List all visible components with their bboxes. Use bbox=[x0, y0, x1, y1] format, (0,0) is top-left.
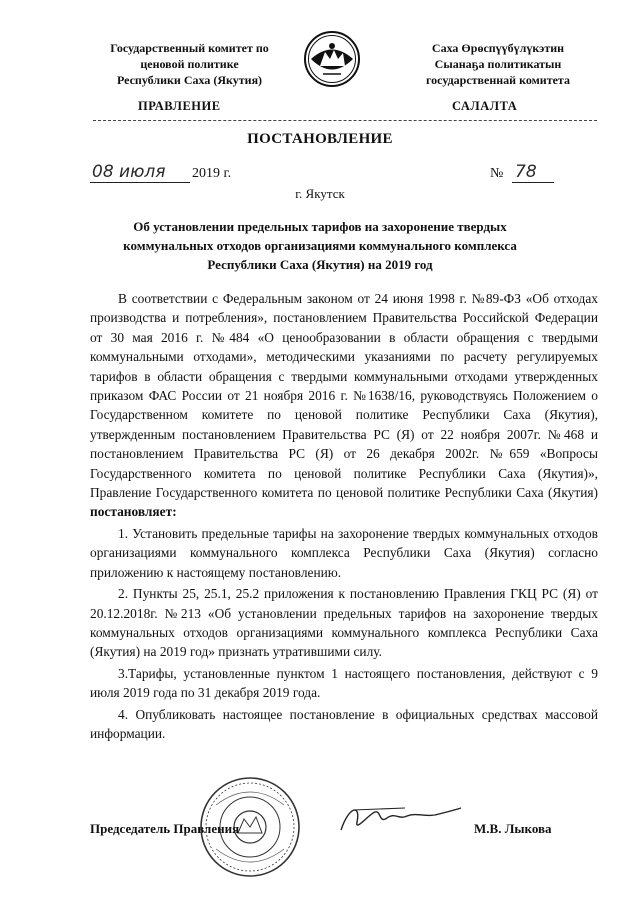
issuer-line: Республики Саха (Якутия) bbox=[116, 73, 263, 87]
header-divider bbox=[93, 120, 597, 121]
document-title: ПОСТАНОВЛЕНИЕ bbox=[247, 131, 393, 147]
issuer-line: государственнай комитета bbox=[426, 73, 570, 87]
city: г. Якутск bbox=[295, 186, 345, 201]
issuer-line: Сыанаҕа политикатын bbox=[434, 57, 562, 71]
board-label-yakut: САЛАЛТА bbox=[452, 99, 518, 113]
issuer-name-yakut bbox=[398, 40, 598, 88]
handwritten-date: 08 июля bbox=[92, 162, 166, 182]
handwritten-signature-icon bbox=[335, 800, 465, 840]
resolution-item: 4. Опубликовать настоящее постановление в официальных средствах массовой информации. bbox=[90, 706, 598, 741]
number-underline bbox=[512, 182, 554, 183]
resolution-item: 3.Тарифы, установленные пунктом 1 настоящего постановления, действуют с 9 июля 2019 года по 31 декабря 2019 года. bbox=[90, 665, 598, 701]
intro-paragraph bbox=[90, 289, 598, 522]
signer-title: Председатель Правления bbox=[90, 821, 240, 836]
handwritten-number: 78 bbox=[515, 162, 537, 182]
issuer-line: Саха Өрөспүүбүлүкэтин bbox=[431, 41, 565, 55]
signer-name: М.В. Лыкова bbox=[474, 821, 552, 836]
resolves-keyword: постановляет: bbox=[90, 504, 177, 520]
intro-text: В соответствии с Федеральным законом от 24 июня 1998 г. №89-ФЗ «Об отходах производства и потребления», постановлением Правительства Российской Федерации от 30 мая 2016 г. №484 «О ценообразовании в области обращения с твердыми коммунальными отходами», методическими указаниями по расчету регулируемых тарифов в области обращения с твердыми коммунальными отходами утвержденных приказом ФАС России от 21 ноября 2016 г. №1638/16, руководствуясь Положением о Государственном комитете по ценовой политике Республики Саха (Якутия), утвержденным постановлением Правительства РС (Я) от 22 ноября 2007г. №468 и постановлением Правительства РС (Я) от 26 декабря 2002г. №659 «Вопросы Государственного комитета по ценовой политике Республики Саха (Якутия)», Правление Государственного комитета по ценовой политике Республики Саха (Якутия) bbox=[90, 291, 598, 501]
board-label-russian: ПРАВЛЕНИЕ bbox=[138, 99, 221, 113]
resolution-item: 1. Установить предельные тарифы на захоронение твердых коммунальных отходов организациями коммунального комплекса Республики Саха (Якутия) согласно приложению к настоящему постановлению. bbox=[90, 525, 598, 580]
number-label: № bbox=[490, 166, 504, 181]
issuer-line: Государственный комитет по bbox=[110, 41, 269, 55]
document-body bbox=[90, 289, 598, 743]
date-year: 2019 г. bbox=[192, 166, 232, 181]
coat-of-arms-emblem-icon bbox=[303, 28, 361, 90]
resolution-item: 2. Пункты 25, 25.1, 25.2 приложения к постановлению Правления ГКЦ РС (Я) от 20.12.2018г. №213 «Об установлении предельных тарифов на захоронение твердых коммунальных отходов организациями коммунального комплекса Республики Саха (Якутия) на 2019 год» признать утратившими силу. bbox=[90, 586, 598, 660]
date-underline bbox=[90, 182, 190, 183]
issuer-name-russian bbox=[82, 40, 297, 88]
document-subject: Об установлении предельных тарифов на захоронение твердых коммунальных отходов организациями коммунального комплекса Республики Саха (Якутия) на 2019 год bbox=[123, 219, 517, 272]
issuer-line: ценовой политике bbox=[140, 57, 239, 71]
